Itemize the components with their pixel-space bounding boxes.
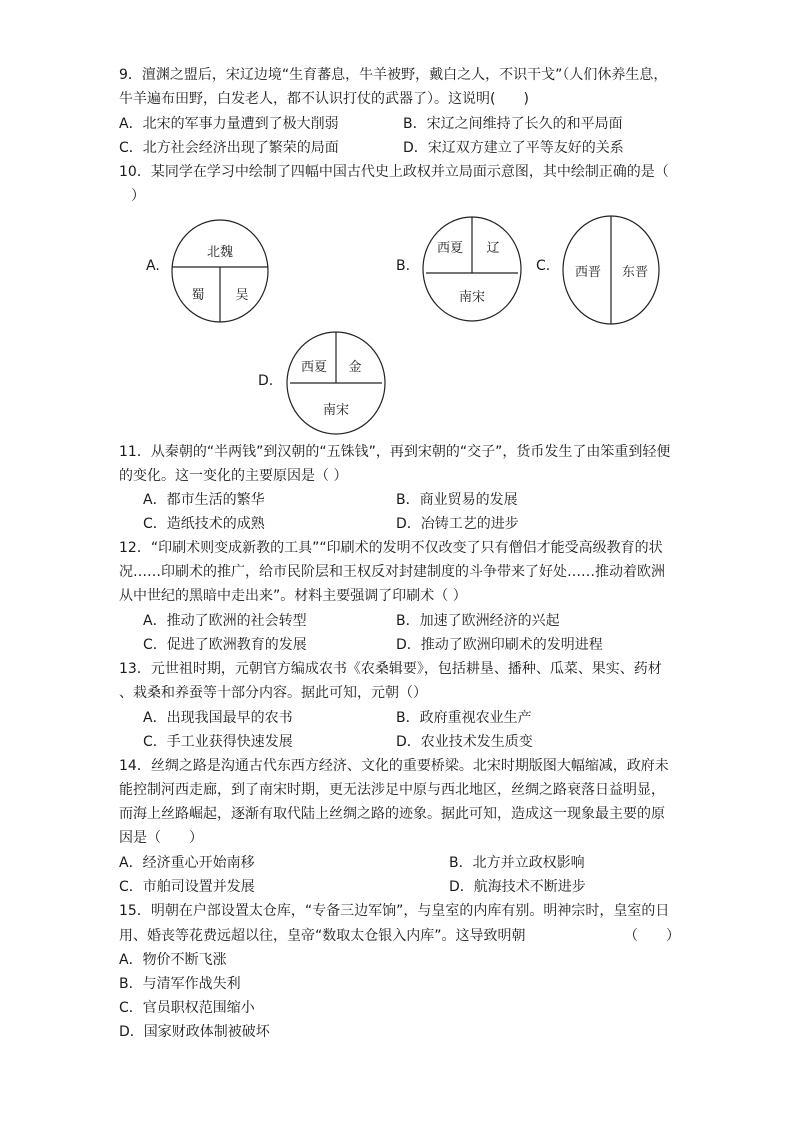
q12-option-c[interactable]: C．促进了欧洲教育的发展 <box>143 637 307 653</box>
q10-option-b-label[interactable]: B. <box>396 258 411 274</box>
q10-option-a-label[interactable]: A. <box>146 258 160 274</box>
q13-stem-line2: 、栽桑和养蚕等十部分内容。据此可知，元朝（） <box>119 685 427 701</box>
q9-stem-line2: 牛羊遍布田野，白发老人，都不认识打仗的武器了）。这说明( ) <box>119 91 529 107</box>
q11-stem-line2: 的变化。这一变化的主要原因是（ ） <box>119 468 348 484</box>
q10-diagram-a[interactable] <box>170 218 270 328</box>
q12-option-b[interactable]: B．加速了欧洲经济的兴起 <box>396 613 560 629</box>
q10-c-dongjin: 东晋 <box>621 265 649 280</box>
q10-c-xijin: 西晋 <box>574 265 602 280</box>
q10-b-xixia: 西夏 <box>436 241 464 256</box>
q14-stem-line4: 因是（ ） <box>119 830 203 846</box>
q10-a-shu: 蜀 <box>191 288 205 303</box>
q12-option-a[interactable]: A．推动了欧洲的社会转型 <box>143 613 307 629</box>
q10-diagram-b[interactable] <box>421 215 523 327</box>
q15-option-a[interactable]: A．物价不断飞涨 <box>119 952 227 968</box>
q13-option-a[interactable]: A．出现我国最早的农书 <box>143 710 293 726</box>
q14-option-b[interactable]: B．北方并立政权影响 <box>449 855 585 871</box>
q12-stem-line2: 况……印刷术的推广，给市民阶层和王权反对封建制度的斗争带来了好处……推动着欧洲 <box>119 564 665 580</box>
q13-option-b[interactable]: B．政府重视农业生产 <box>396 710 532 726</box>
q10-a-wu: 吴 <box>235 288 249 303</box>
q11-stem-line1: 11．从秦朝的“半两钱”到汉朝的“五铢钱”，再到宋朝的“交子”，货币发生了由笨重到轻便 <box>119 444 671 460</box>
q11-option-b[interactable]: B．商业贸易的发展 <box>396 492 518 508</box>
q13-option-d[interactable]: D．农业技术发生质变 <box>396 734 533 750</box>
q14-option-c[interactable]: C．市舶司设置并发展 <box>119 879 255 895</box>
q9-option-b[interactable]: B．宋辽之间维持了长久的和平局面 <box>403 116 623 132</box>
q10-b-nansong: 南宋 <box>458 290 486 305</box>
q15-option-d[interactable]: D．国家财政体制被破坏 <box>119 1024 270 1040</box>
q15-option-c[interactable]: C．官员职权范围缩小 <box>119 1000 255 1016</box>
q10-diagram-c[interactable] <box>561 214 661 330</box>
q11-option-d[interactable]: D．冶铸工艺的进步 <box>396 516 519 532</box>
q12-stem-line1: 12．“印刷术则变成新教的工具”“印刷术的发明不仅改变了只有僧侣才能受高级教育的状 <box>119 540 663 556</box>
q14-stem-line2: 能控制河西走廊，到了南宋时期，更无法涉足中原与西北地区，丝绸之路衰落日益明显， <box>119 782 665 798</box>
q10-stem-line2: ） <box>131 188 145 204</box>
q9-stem-line1: 9．澶渊之盟后，宋辽边境“生育蕃息，牛羊被野，戴白之人，不识干戈”（人们休养生息， <box>119 67 668 83</box>
q10-a-beiwei: 北魏 <box>206 245 234 260</box>
q14-option-a[interactable]: A．经济重心开始南移 <box>119 855 255 871</box>
q14-stem-line1: 14．丝绸之路是沟通古代东西方经济、文化的重要桥梁。北宋时期版图大幅缩减，政府未 <box>119 758 669 774</box>
q15-option-b[interactable]: B．与清军作战失利 <box>119 976 241 992</box>
q12-stem-line3: 从中世纪的黑暗中走出来”。材料主要强调了印刷术（ ） <box>119 588 467 604</box>
q10-option-c-label[interactable]: C. <box>536 258 551 274</box>
q15-answer-paren: （ ） <box>624 928 680 944</box>
q10-option-d-label[interactable]: D. <box>258 373 274 389</box>
q12-option-d[interactable]: D．推动了欧洲印刷术的发明进程 <box>396 637 603 653</box>
q11-option-c[interactable]: C．造纸技术的成熟 <box>143 516 265 532</box>
q15-stem-line1: 15．明朝在户部设置太仓库，“专备三边军饷”，与皇室的内库有别。明神宗时，皇室的日 <box>119 903 670 919</box>
q10-d-jin: 金 <box>348 360 362 375</box>
q10-stem-line1: 10．某同学在学习中绘制了四幅中国古代史上政权并立局面示意图，其中绘制正确的是（ <box>119 164 669 180</box>
q9-option-a[interactable]: A．北宋的军事力量遭到了极大削弱 <box>119 116 339 132</box>
q13-stem-line1: 13．元世祖时期，元朝官方编成农书《农桑辑要》，包括耕垦、播种、瓜菜、果实、药材 <box>119 661 662 677</box>
q9-option-c[interactable]: C．北方社会经济出现了繁荣的局面 <box>119 140 339 156</box>
q14-option-d[interactable]: D．航海技术不断进步 <box>449 879 586 895</box>
q10-diagram-d[interactable] <box>285 330 387 440</box>
q10-b-liao: 辽 <box>486 241 500 256</box>
q10-d-xixia: 西夏 <box>300 360 328 375</box>
q14-stem-line3: 而海上丝路崛起，逐渐有取代陆上丝绸之路的迹象。据此可知，造成这一现象最主要的原 <box>119 806 665 822</box>
q11-option-a[interactable]: A．都市生活的繁华 <box>143 492 265 508</box>
q9-option-d[interactable]: D．宋辽双方建立了平等友好的关系 <box>403 140 624 156</box>
q10-d-nansong: 南宋 <box>322 403 350 418</box>
q13-option-c[interactable]: C．手工业获得快速发展 <box>143 734 293 750</box>
q15-stem-line2: 用、婚丧等花费远超以往，皇帝“数取太仓银入内库”。这导致明朝 <box>119 928 526 944</box>
